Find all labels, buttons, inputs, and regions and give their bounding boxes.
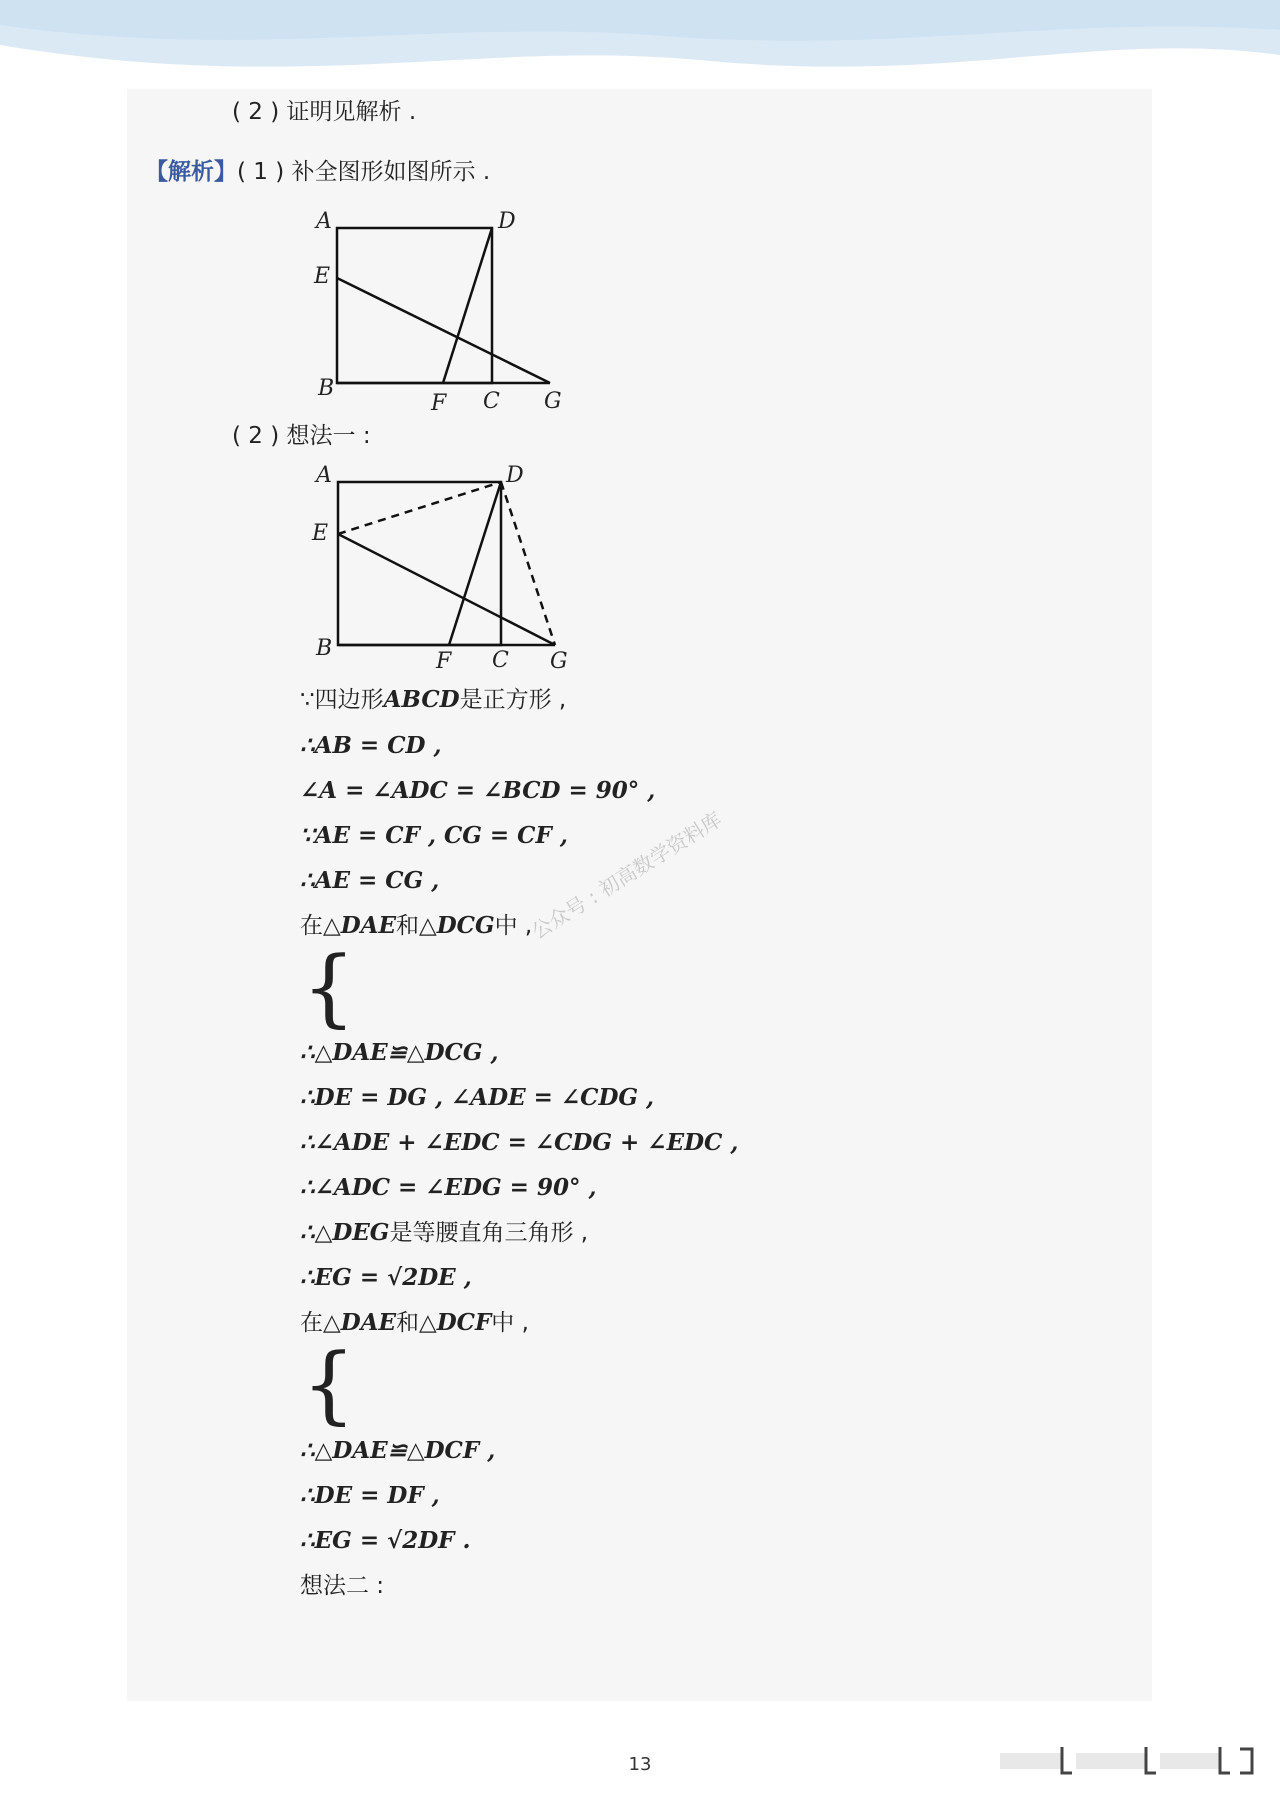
page-number: 13	[628, 1754, 652, 1775]
answer-part2-line: ( 2 ) 证明见解析 .	[232, 99, 417, 125]
proof-line-11: ∴△DEG是等腰直角三角形 ,	[300, 1219, 589, 1246]
watermark-text: 公众号 : 初高数学资料库	[527, 807, 726, 944]
part2-text: ( 2 ) 想法一 :	[232, 423, 371, 449]
figure-1-square-diagram	[300, 205, 580, 420]
proof-line-1: ∵四边形ABCD是正方形 ,	[300, 686, 567, 713]
proof-line-13: 在△DAE和△DCF中 ,	[300, 1309, 529, 1336]
proof-line-4: ∵AE = CF , CG = CF ,	[300, 822, 568, 849]
label-b: B	[316, 636, 333, 661]
dashed-line-ed	[338, 482, 501, 534]
proof-line-10: ∴∠ADC = ∠EDG = 90° ,	[300, 1174, 597, 1201]
label-c: C	[483, 389, 500, 414]
brace-icon: {	[302, 1335, 356, 1433]
label-g: G	[550, 649, 568, 674]
proof-line-8: ∴DE = DG , ∠ADE = ∠CDG ,	[300, 1084, 655, 1111]
proof-line-15: ∴DE = DF ,	[300, 1482, 440, 1509]
label-d: D	[498, 209, 516, 234]
label-e: E	[314, 264, 331, 289]
line-df	[449, 482, 501, 645]
proof-line-9: ∴∠ADE + ∠EDC = ∠CDG + ∠EDC ,	[300, 1129, 739, 1156]
solution-panel	[127, 89, 1152, 1701]
analysis-tag: 【解析】	[145, 159, 237, 185]
label-b: B	[318, 376, 335, 401]
proof-line-12: ∴EG = √2DE ,	[300, 1264, 472, 1291]
label-c: C	[492, 648, 509, 673]
square-abcd	[338, 482, 501, 645]
proof-line-5: ∴AE = CG ,	[300, 867, 440, 894]
label-e: E	[312, 521, 329, 546]
label-f: F	[431, 391, 447, 416]
proof-line-14: ∴△DAE≌△DCF ,	[300, 1437, 496, 1464]
label-a: A	[316, 209, 332, 234]
proof-line-16: ∴EG = √2DF .	[300, 1527, 471, 1554]
proof-line-7: ∴△DAE≌△DCG ,	[300, 1039, 499, 1066]
line-eg	[337, 278, 550, 383]
proof-line-6: 在△DAE和△DCG中 ,	[300, 912, 533, 939]
proof-line-2: ∴AB = CD ,	[300, 732, 442, 759]
label-a: A	[316, 463, 332, 488]
footer-decoration-icon	[1000, 1743, 1260, 1779]
part1-text: ( 1 ) 补全图形如图所示 .	[237, 159, 491, 185]
figure-2-square-diagram	[300, 460, 590, 675]
proof-line-3: ∠A = ∠ADC = ∠BCD = 90° ,	[300, 777, 656, 804]
label-d: D	[506, 463, 524, 488]
proof-line-17: 想法二 :	[300, 1573, 385, 1599]
brace-icon: {	[302, 938, 356, 1036]
analysis-heading	[145, 157, 490, 187]
line-df	[443, 228, 492, 383]
label-g: G	[544, 389, 562, 414]
label-f: F	[436, 649, 452, 674]
